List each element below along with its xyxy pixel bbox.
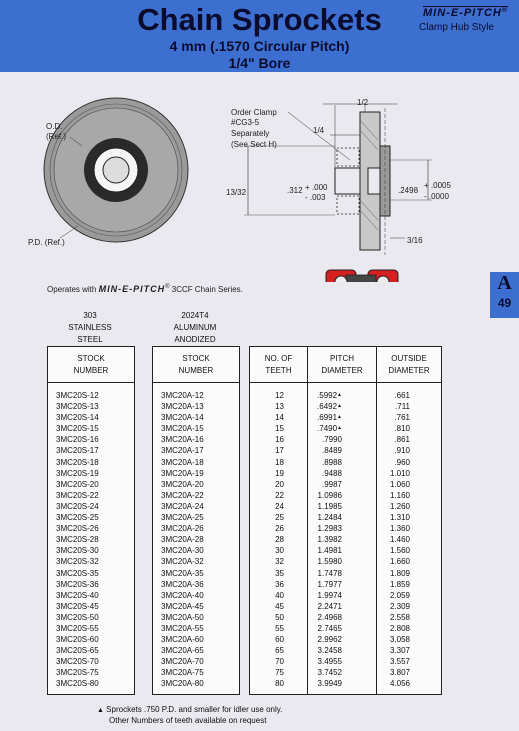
teeth-head-line: NO. OF [264,354,293,363]
teeth-cell: 15 [275,424,284,434]
stainless-stock-row: 3MC20S-28 [56,535,99,545]
pitch-cell: .9488 [321,468,342,478]
stainless-stock-row: 3MC20S-12 [56,391,99,400]
stainless-stock-row: 3MC20S-24 [56,501,99,511]
pitch-cell: 2.2471 [317,601,342,611]
pitch-cell: 3.7452 [317,668,342,678]
operates-brand: MIN-E-PITCH [98,284,166,294]
teeth-cell: 80 [275,679,284,689]
stainless-stock-row: 3MC20S-45 [56,601,99,611]
brand-mark: ® [501,7,508,14]
dim-13-32: 13/32 [226,188,247,197]
pitch-cell: .7490▲ [317,424,342,434]
page-title: Chain Sprockets [137,2,382,37]
operates-prefix: Operates with [47,285,97,294]
teeth-cell: 26 [275,524,284,534]
pitch-cell: 1.3982 [317,535,342,545]
outside-cell: 2.309 [389,601,410,611]
aluminum-stock-row: 3MC20A-70 [161,657,204,667]
stainless-stock-row: 3MC20S-80 [56,679,99,689]
stainless-stock-row: 3MC20S-60 [56,635,99,645]
outside-cell: .861 [394,435,410,445]
teeth-cell: 16 [275,435,284,445]
aluminum-stock-row: 3MC20A-32 [161,557,204,567]
triangle-marker-icon: ▲ [337,414,342,421]
teeth-cell: 36 [275,579,284,589]
page-number: 49 [497,296,512,310]
outside-cell: 1.060 [389,479,410,489]
stainless-stock-row: 3MC20S-15 [56,424,99,434]
aluminum-stock-row: 3MC20A-19 [161,468,204,478]
aluminum-stock-row: 3MC20A-40 [161,590,204,600]
stainless-stock-row: 3MC20S-16 [56,435,99,445]
outside-cell: 1.859 [389,579,410,589]
stainless-stock-row: 3MC20S-25 [56,513,99,523]
aluminum-stock-row: 3MC20A-75 [161,668,204,678]
pitch-head-line: DIAMETER [321,366,363,375]
outside-cell: .711 [395,402,410,412]
teeth-cell: 55 [275,623,284,633]
stainless-head-line: STAINLESS [68,323,112,332]
stainless-stock-row: 3MC20S-30 [56,546,99,556]
teeth-cell: 24 [275,501,284,511]
stainless-head-line: 303 [83,311,97,320]
note-idler [97,705,282,714]
stock-label: STOCK [182,354,210,363]
stainless-stock-header [47,346,135,384]
teeth-cell: 60 [275,635,284,645]
pitch-cell: .6492▲ [317,402,342,412]
stock-label: STOCK [77,354,105,363]
sprocket-drawing [0,72,519,282]
pitch-column [309,390,342,690]
teeth-cell: 12 [275,391,284,400]
outside-cell: .810 [394,424,410,434]
triangle-marker-icon: ▲ [337,403,342,410]
teeth-cell: 45 [275,601,284,611]
number-label: NUMBER [73,366,109,375]
outside-cell: 1.160 [389,490,410,500]
aluminum-stock-row: 3MC20A-20 [161,479,204,489]
outside-cell: .960 [394,457,410,467]
clamp-part-number: #CG3-5 [231,118,260,127]
teeth-cell: 22 [275,490,284,500]
pitch-cell: 1.2484 [317,513,342,523]
outside-cell: .761 [394,413,410,423]
pitch-cell: 1.0986 [317,490,342,500]
aluminum-stock-row: 3MC20A-25 [161,513,204,523]
pitch-cell: 3.9949 [317,679,342,689]
aluminum-stock-row: 3MC20A-35 [161,568,204,578]
outside-cell: 3.307 [389,646,410,656]
aluminum-stock-row: 3MC20A-12 [161,391,204,400]
aluminum-stock-header [152,346,240,384]
stainless-material-head [47,310,133,346]
pitch-cell: 1.7478 [317,568,342,578]
pitch-cell: .8489 [321,446,342,456]
stainless-stock-row: 3MC20S-70 [56,657,99,667]
tol-2498-minus: - .0000 [424,192,449,201]
aluminum-head-line: ANODIZED [174,335,216,344]
teeth-cell: 20 [275,479,284,489]
stainless-stock-row: 3MC20S-14 [56,413,99,423]
stainless-head-line: STEEL [77,335,103,344]
outside-head-line: OUTSIDE [391,354,427,363]
aluminum-stock-row: 3MC20A-45 [161,601,204,611]
teeth-cell: 28 [275,535,284,545]
aluminum-stock-row: 3MC20A-24 [161,501,204,511]
number-label: NUMBER [178,366,214,375]
stainless-stock-row: 3MC20S-36 [56,579,99,589]
aluminum-stock-row: 3MC20A-65 [161,646,204,656]
outside-cell: 2.558 [389,612,410,622]
aluminum-material-head [152,310,238,346]
od-ref-label: (Ref.) [46,132,66,141]
stainless-stock-row: 3MC20S-55 [56,623,99,633]
stainless-stock-row: 3MC20S-35 [56,568,99,578]
aluminum-stock-row: 3MC20A-17 [161,446,204,456]
aluminum-stock-row: 3MC20A-14 [161,413,204,423]
pitch-cell: 1.1985 [317,501,342,511]
od-label: O.D. [46,122,63,131]
aluminum-stock-row: 3MC20A-18 [161,457,204,467]
pitch-cell: 1.7977 [317,579,342,589]
teeth-head-line: TEETH [265,366,292,375]
aluminum-stock-row: 3MC20A-28 [161,535,204,545]
stainless-stock-row: 3MC20S-65 [56,646,99,656]
teeth-cell: 30 [275,546,284,556]
outside-cell: 2.059 [389,590,410,600]
brand-logo [423,6,508,19]
outside-cell: 4.056 [389,679,410,689]
teeth-cell: 14 [275,413,284,423]
teeth-cell: 75 [275,668,284,678]
teeth-cell: 25 [275,513,284,523]
pitch-cell: 3.2458 [317,646,342,656]
teeth-column [262,390,284,690]
pitch-cell: 2.9962 [317,635,342,645]
brand-subtitle: Clamp Hub Style [419,22,495,33]
operates-suffix: 3CCF Chain Series. [171,285,243,294]
header-banner [0,0,519,72]
outside-column [381,390,410,690]
page-subtitle: 4 mm (.1570 Circular Pitch) [169,38,350,54]
dim-quarter: 1/4 [313,126,325,135]
teeth-cell: 50 [275,612,284,622]
teeth-cell: 32 [275,557,284,567]
aluminum-stock-column [161,390,204,690]
pitch-cell: .8988 [321,457,342,467]
pitch-cell: 1.4981 [317,546,342,556]
aluminum-head-line: ALUMINUM [173,323,217,332]
pitch-cell: .6991▲ [317,413,342,423]
teeth-cell: 17 [275,446,284,456]
pitch-cell: 1.5980 [317,557,342,567]
pitch-cell: 1.2983 [317,524,342,534]
outside-cell: 1.809 [389,568,410,578]
aluminum-stock-row: 3MC20A-55 [161,623,204,633]
tol-312-plus: + .000 [305,183,328,192]
pitch-cell: 1.9974 [317,590,342,600]
stainless-stock-row: 3MC20S-17 [56,446,99,456]
aluminum-stock-row: 3MC20A-50 [161,612,204,622]
stainless-stock-row: 3MC20S-50 [56,612,99,622]
outside-cell: 1.460 [389,535,410,545]
aluminum-stock-row: 3MC20A-36 [161,579,204,589]
pitch-cell: 2.4968 [317,612,342,622]
outside-cell: .910 [394,446,410,456]
chain-illustration [326,270,398,282]
aluminum-head-line: 2024T4 [181,311,209,320]
outside-cell: 1.560 [389,546,410,556]
aluminum-stock-row: 3MC20A-30 [161,546,204,556]
stainless-stock-row: 3MC20S-19 [56,468,99,478]
triangle-marker-icon: ▲ [337,425,342,432]
section-letter: A [497,272,512,294]
operates-with-note [47,284,243,294]
teeth-cell: 13 [275,402,284,412]
aluminum-stock-row: 3MC20A-15 [161,424,204,434]
note-line-1: Sprockets .750 P.D. and smaller for idler use only. [106,705,283,714]
pitch-cell: 2.7465 [317,623,342,633]
stainless-stock-row: 3MC20S-18 [56,457,99,467]
outside-cell: .661 [394,391,410,400]
outside-cell: 2.808 [389,623,410,633]
outside-cell: 3.807 [389,668,410,678]
tol-2498-plus: + .0005 [424,181,451,190]
outside-head-line: DIAMETER [388,366,430,375]
teeth-cell: 35 [275,568,284,578]
outside-cell: 1.260 [389,501,410,511]
aluminum-stock-row: 3MC20A-16 [161,435,204,445]
outside-cell: 3.557 [389,657,410,667]
triangle-marker-icon: ▲ [337,392,342,398]
stainless-stock-row: 3MC20S-75 [56,668,99,678]
pd-label: P.D. (Ref.) [28,238,65,247]
tol-312-minus: - .003 [305,193,326,202]
outside-cell: 3.058 [389,635,410,645]
pitch-cell: .7990 [321,435,342,445]
section-tab [490,272,519,318]
sprocket-side-view [244,104,432,255]
triangle-marker-icon: ▲ [97,707,104,714]
outside-cell: 1.310 [389,513,410,523]
dim-half: 1/2 [357,98,369,107]
dim-312: .312 [287,186,303,195]
dim-2498: .2498 [398,186,419,195]
pitch-head-line: PITCH [330,354,354,363]
stainless-stock-row: 3MC20S-20 [56,479,99,489]
specs-header [249,346,442,384]
separately-label: Separately [231,129,270,138]
stainless-stock-row: 3MC20S-13 [56,402,99,412]
aluminum-stock-row: 3MC20A-22 [161,490,204,500]
bore-size: 1/4" Bore [228,55,291,71]
teeth-cell: 18 [275,457,284,467]
note-other-teeth: Other Numbers of teeth available on request [109,716,267,725]
aluminum-stock-row: 3MC20A-60 [161,635,204,645]
outside-cell: 1.660 [389,557,410,567]
see-sect-label: (See Sect H) [231,140,277,149]
outside-cell: 1.010 [389,468,410,478]
order-clamp-label: Order Clamp [231,108,277,117]
dim-3-16: 3/16 [407,236,423,245]
operates-mark: ® [165,284,170,290]
stainless-stock-row: 3MC20S-32 [56,557,99,567]
pitch-cell: .9987 [321,479,342,489]
teeth-cell: 65 [275,646,284,656]
brand-name: MIN-E-PITCH [423,7,502,19]
teeth-cell: 70 [275,657,284,667]
teeth-cell: 19 [275,468,284,478]
aluminum-stock-row: 3MC20A-26 [161,524,204,534]
stainless-stock-row: 3MC20S-26 [56,524,99,534]
aluminum-stock-row: 3MC20A-80 [161,679,204,689]
pitch-cell: 3.4955 [317,657,342,667]
sprocket-front-view [44,98,188,242]
teeth-cell: 40 [275,590,284,600]
stainless-stock-row: 3MC20S-22 [56,490,99,500]
outside-cell: 1.360 [389,524,410,534]
pitch-cell: .5992▲ [317,391,342,400]
stainless-stock-row: 3MC20S-40 [56,590,99,600]
stainless-stock-column [56,390,99,690]
aluminum-stock-row: 3MC20A-13 [161,402,204,412]
